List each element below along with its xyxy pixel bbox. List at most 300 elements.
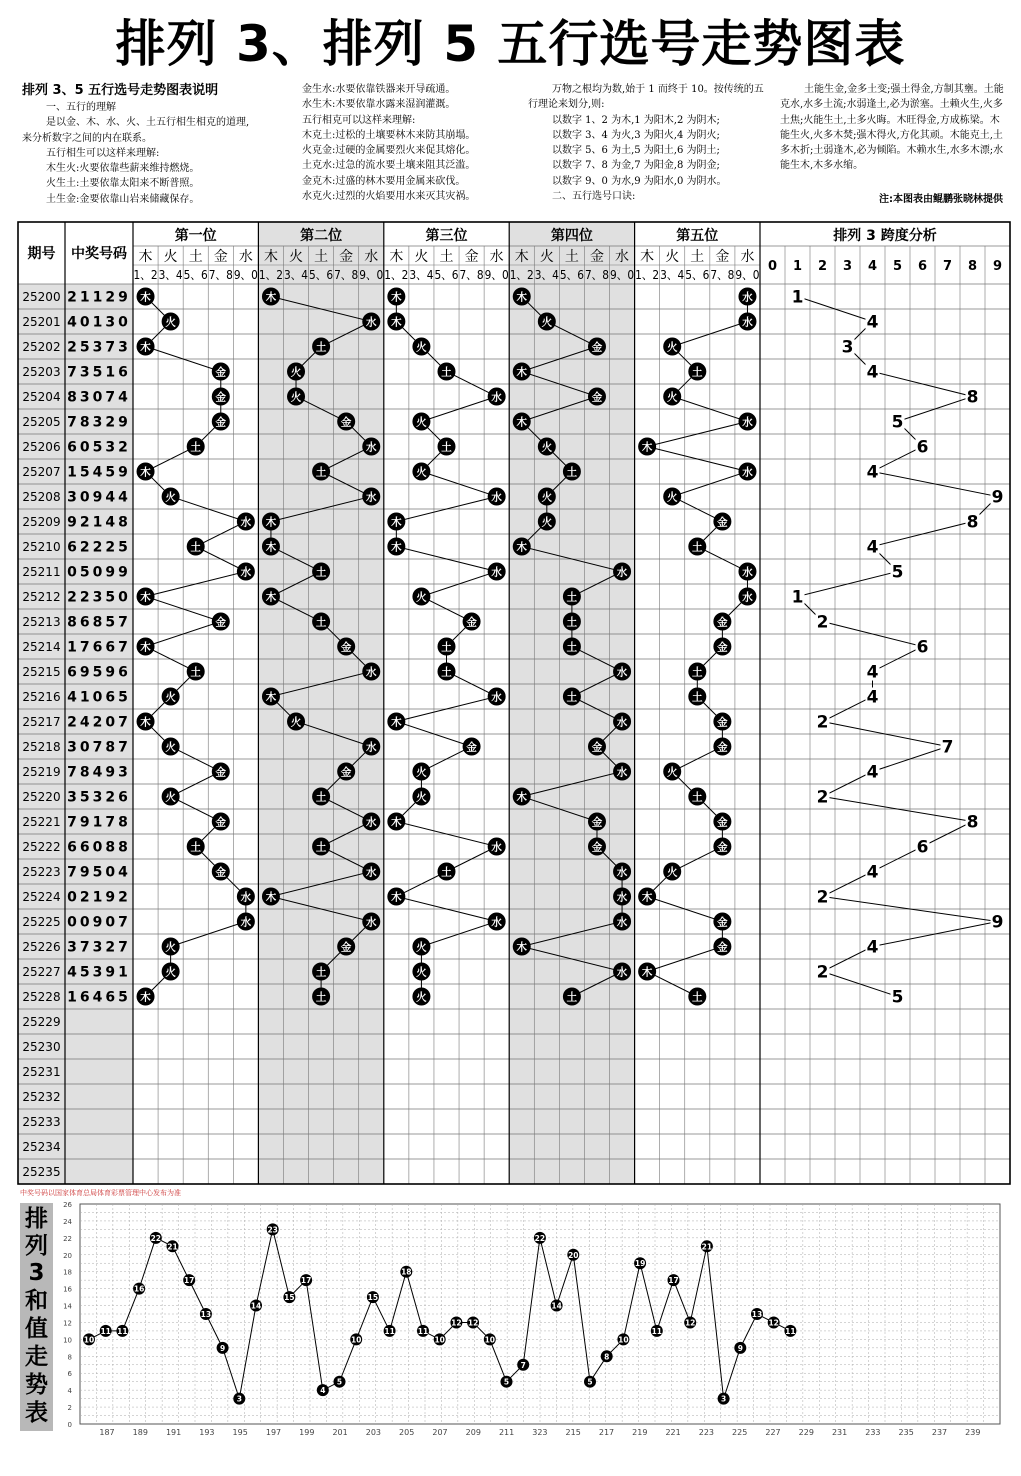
- sum-point-label: 12: [451, 1318, 462, 1328]
- element-ball-label: 金: [591, 741, 603, 754]
- element-ball-label: 金: [340, 641, 352, 654]
- element-ball-label: 土: [315, 966, 327, 979]
- period-id: 25223: [22, 865, 61, 879]
- y-tick-label: 2: [67, 1404, 72, 1413]
- header-digit-group: 3、4: [660, 267, 685, 282]
- header-digit-group: 9、0: [233, 267, 258, 282]
- element-ball-label: 金: [215, 816, 227, 829]
- span-value: 7: [941, 737, 954, 758]
- source-note: 中奖号码以国家体育总局体育彩票管理中心发布为准: [20, 1189, 181, 1197]
- header-digit-group: 7、8: [208, 267, 233, 282]
- y-tick-label: 20: [63, 1251, 72, 1260]
- span-value: 6: [916, 637, 929, 658]
- element-ball-label: 火: [165, 691, 176, 704]
- element-ball-label: 金: [717, 941, 728, 954]
- element-ball-label: 火: [165, 966, 176, 979]
- x-tick-label: 189: [132, 1428, 148, 1437]
- winning-number: 66088: [67, 839, 131, 856]
- intro-line: 以数字 9、0 为水,9 为阳水,0 为阴水。: [552, 175, 727, 187]
- sum-point-label: 12: [768, 1318, 779, 1328]
- y-tick-label: 12: [63, 1319, 72, 1328]
- winning-number: 25373: [67, 339, 131, 356]
- span-value: 4: [866, 662, 879, 683]
- sum-point-label: 20: [568, 1250, 579, 1260]
- period-id: 25225: [22, 915, 61, 929]
- sum-point-label: 21: [701, 1242, 713, 1252]
- intro-line: 金生水:水要依靠铁器来开导疏通。: [302, 84, 456, 95]
- span-value: 8: [966, 512, 979, 533]
- period-id: 25219: [22, 765, 61, 779]
- element-ball-label: 金: [340, 766, 352, 779]
- header-position: 第一位: [174, 228, 217, 244]
- winning-number: 22350: [67, 589, 131, 606]
- x-tick-label: 225: [732, 1428, 748, 1437]
- element-ball-label: 木: [140, 291, 151, 304]
- header-digit-group: 7、8: [584, 267, 610, 282]
- period-id: 25220: [22, 790, 61, 804]
- element-ball-label: 木: [265, 291, 277, 304]
- span-value: 4: [866, 687, 879, 708]
- winning-number: 15459: [67, 464, 131, 481]
- intro-line: 金克木:过盛的林木要用金属来砍伐。: [302, 175, 466, 187]
- element-ball-label: 水: [366, 866, 377, 879]
- period-id: 25221: [22, 815, 61, 829]
- x-tick-label: 191: [165, 1428, 182, 1437]
- element-ball-label: 水: [616, 966, 628, 979]
- x-tick-label: 205: [399, 1428, 415, 1437]
- element-ball-label: 金: [215, 416, 227, 429]
- winning-number: 30787: [67, 739, 131, 756]
- element-ball-label: 火: [290, 366, 302, 379]
- element-ball-label: 金: [717, 816, 728, 829]
- element-ball-label: 木: [391, 891, 402, 904]
- header-span-title: 排列 3 跨度分析: [833, 228, 937, 244]
- y-tick-label: 6: [67, 1370, 72, 1379]
- header-element: 水: [489, 249, 504, 265]
- sum-point-label: 15: [367, 1293, 379, 1303]
- sum-point-label: 8: [604, 1352, 610, 1362]
- header-element: 水: [238, 249, 253, 265]
- winning-number: 24207: [67, 714, 131, 731]
- period-id: 25232: [22, 1090, 61, 1104]
- span-value: 8: [966, 387, 979, 408]
- sum-point-label: 13: [751, 1310, 763, 1319]
- sum-point-label: 10: [618, 1335, 629, 1345]
- intro-line: 五行相生可以这样来理解:: [46, 147, 160, 159]
- period-id: 25209: [22, 515, 61, 529]
- element-ball-label: 水: [240, 566, 252, 579]
- x-tick-label: 197: [265, 1428, 282, 1437]
- span-value: 4: [866, 312, 879, 333]
- sum-point-label: 11: [117, 1326, 128, 1336]
- span-value: 8: [966, 812, 979, 833]
- sum-point-label: 15: [284, 1293, 295, 1303]
- element-ball-label: 金: [717, 916, 728, 929]
- header-digit-group: 5、6: [685, 267, 710, 282]
- element-ball-label: 木: [265, 541, 277, 554]
- header-position: 第三位: [425, 228, 468, 244]
- header-digit-group: 9、0: [484, 267, 509, 282]
- x-tick-label: 203: [365, 1428, 382, 1437]
- header-digit-group: 5、6: [434, 267, 459, 282]
- sidebar-char: 排: [25, 1206, 48, 1232]
- sum-point-label: 23: [267, 1225, 278, 1235]
- period-id: 25235: [22, 1165, 61, 1179]
- element-ball-label: 木: [140, 991, 151, 1004]
- element-ball-label: 火: [541, 491, 553, 504]
- x-tick-label: 223: [698, 1428, 715, 1437]
- element-ball-label: 木: [140, 591, 151, 604]
- element-ball-label: 金: [591, 391, 603, 404]
- element-ball-label: 木: [391, 541, 402, 554]
- element-ball-label: 土: [566, 591, 578, 604]
- span-value: 4: [866, 937, 879, 958]
- sum-point-label: 18: [401, 1267, 412, 1277]
- sum-point-label: 3: [236, 1394, 242, 1404]
- header-span-digit: 5: [892, 259, 903, 274]
- header-element: 土: [439, 249, 454, 265]
- winning-number: 92148: [67, 514, 131, 531]
- sum-point-label: 22: [534, 1233, 546, 1243]
- intro-line: 以数字 7、8 为金,7 为阳金,8 为阴金;: [552, 160, 720, 172]
- element-ball-label: 金: [717, 516, 728, 529]
- element-ball-label: 水: [366, 916, 377, 929]
- span-value: 2: [816, 612, 829, 633]
- header-element: 火: [289, 249, 304, 265]
- intro-line: 土克水:过急的流水要土壤来阻其泛滥。: [302, 160, 476, 172]
- header-digit-group: 9、0: [359, 267, 384, 282]
- y-tick-label: 26: [63, 1201, 72, 1209]
- header-element: 水: [740, 249, 755, 265]
- header-span-digit: 3: [842, 259, 853, 274]
- y-tick-label: 0: [67, 1421, 72, 1429]
- element-ball-label: 土: [441, 641, 452, 654]
- winning-number: 30944: [67, 489, 131, 506]
- element-ball-label: 火: [290, 716, 302, 729]
- element-ball-label: 土: [441, 366, 452, 379]
- header-position: 第四位: [550, 228, 593, 244]
- element-ball-label: 火: [165, 491, 176, 504]
- element-ball-label: 金: [591, 341, 603, 354]
- element-ball-label: 木: [516, 366, 527, 379]
- element-ball-label: 水: [742, 291, 753, 304]
- sum-point-label: 16: [133, 1284, 145, 1294]
- element-ball-label: 水: [616, 666, 628, 679]
- intro-line: 水克火:过烈的火焰要用水来灭其灾祸。: [302, 191, 476, 203]
- intro-line: 火生土:土要依靠太阳来不断普照。: [46, 178, 200, 190]
- sidebar-char: 表: [25, 1400, 48, 1426]
- intro-line: 火克金:过硬的金属要烈火来促其熔化。: [302, 145, 476, 157]
- element-ball-label: 火: [165, 941, 176, 954]
- header-number: 中奖号码: [71, 246, 127, 262]
- header-digit-group: 9、0: [735, 267, 760, 282]
- sum-point-label: 13: [200, 1310, 212, 1319]
- element-ball-label: 木: [391, 291, 402, 304]
- intro-line: 以数字 5、6 为土,5 为阳土,6 为阴土;: [552, 145, 720, 157]
- element-ball-label: 金: [717, 841, 728, 854]
- x-tick-label: 217: [598, 1428, 615, 1437]
- sum-point-label: 12: [684, 1318, 696, 1328]
- element-ball-label: 木: [641, 891, 653, 904]
- header-element: 金: [213, 249, 228, 265]
- element-ball-label: 火: [416, 941, 427, 954]
- element-ball-label: 土: [566, 691, 578, 704]
- span-value: 5: [891, 987, 904, 1008]
- period-id: 25222: [22, 840, 61, 854]
- span-value: 2: [816, 962, 829, 983]
- winning-number: 00907: [67, 914, 131, 931]
- period-id: 25224: [22, 890, 61, 904]
- header-digit-group: 7、8: [334, 267, 359, 282]
- element-ball-label: 金: [215, 766, 227, 779]
- sum-point-label: 17: [300, 1276, 312, 1286]
- header-digit-group: 3、4: [158, 267, 183, 282]
- element-ball-label: 土: [190, 541, 201, 554]
- element-ball-label: 水: [240, 916, 252, 929]
- element-ball-label: 水: [366, 491, 377, 504]
- element-ball-label: 土: [441, 441, 452, 454]
- element-ball-label: 金: [717, 716, 728, 729]
- element-ball-label: 土: [692, 991, 703, 1004]
- element-ball-label: 火: [416, 591, 427, 604]
- element-ball-label: 土: [315, 341, 327, 354]
- element-ball-label: 土: [566, 991, 578, 1004]
- x-tick-label: 193: [199, 1428, 215, 1437]
- header-digit-group: 1、2: [133, 267, 158, 282]
- sum-point-label: 11: [417, 1326, 429, 1336]
- element-ball-label: 火: [666, 391, 678, 404]
- span-value: 2: [816, 787, 829, 808]
- element-ball-label: 金: [340, 941, 352, 954]
- span-value: 5: [891, 412, 904, 433]
- span-value: 6: [916, 437, 929, 458]
- element-ball-label: 火: [416, 791, 427, 804]
- header-digit-group: 1、2: [258, 267, 283, 282]
- header-digit-group: 5、6: [309, 267, 334, 282]
- element-ball-label: 水: [491, 916, 502, 929]
- sum-point-label: 12: [467, 1318, 479, 1328]
- winning-number: 86857: [67, 614, 131, 631]
- header-element: 金: [715, 249, 730, 265]
- element-ball-label: 木: [516, 541, 527, 554]
- intro-line: 木生火:火要依靠些薪来维持燃烧。: [46, 163, 200, 175]
- span-value: 2: [816, 712, 829, 733]
- span-value: 4: [866, 362, 879, 383]
- header-element: 火: [539, 249, 554, 265]
- period-id: 25234: [22, 1140, 61, 1154]
- header-element: 金: [589, 249, 604, 265]
- period-id: 25233: [22, 1115, 61, 1129]
- element-ball-label: 木: [265, 691, 277, 704]
- element-ball-label: 金: [591, 816, 603, 829]
- period-id: 25231: [22, 1065, 61, 1079]
- element-ball-label: 水: [742, 416, 753, 429]
- intro-line: 以数字 3、4 为火,3 为阳火,4 为阴火;: [552, 129, 720, 141]
- element-ball-label: 木: [516, 291, 527, 304]
- y-tick-label: 14: [63, 1302, 72, 1311]
- header-span-digit: 6: [917, 259, 928, 274]
- winning-number: 17667: [67, 639, 131, 656]
- span-value: 4: [866, 762, 879, 783]
- element-ball-label: 水: [366, 441, 377, 454]
- period-id: 25200: [22, 290, 61, 304]
- winning-number: 78329: [67, 414, 131, 431]
- element-ball-label: 火: [666, 866, 678, 879]
- span-value: 1: [791, 287, 804, 308]
- element-ball-label: 火: [666, 766, 678, 779]
- element-ball-label: 火: [165, 791, 176, 804]
- intro-line: 土能生金,金多土变;强土得金,方制其壅。土能克水,水多土流;水弱逢土,必为淤塞。土赖火生,火多土焦;火能生土,土多火晦。木旺得金,方成栋梁。木能生火,火多木焚;强木得火,方化其顽。木能克土,土多木折;土弱逢木,必为倾陷。木赖水生,水多木漂;水能生木,木多水缩。: [780, 84, 1004, 172]
- header-element: 金: [339, 249, 354, 265]
- winning-number: 60532: [67, 439, 131, 456]
- element-ball-label: 金: [215, 366, 227, 379]
- x-tick-label: 195: [232, 1428, 248, 1437]
- span-value: 1: [791, 587, 804, 608]
- header-span-digit: 7: [942, 259, 953, 274]
- sum-point-label: 5: [587, 1377, 593, 1387]
- winning-number: 02192: [67, 889, 131, 906]
- y-tick-label: 18: [63, 1268, 72, 1277]
- element-ball-label: 火: [416, 766, 427, 779]
- sum-point-label: 14: [250, 1301, 262, 1311]
- intro-line: 水生木:木要依靠水露来湿润灌溉。: [302, 99, 456, 111]
- header-element: 土: [188, 249, 203, 265]
- period-id: 25214: [22, 640, 61, 654]
- x-tick-label: 229: [798, 1428, 814, 1437]
- page-title: 排列 3、排列 5 五行选号走势图表: [115, 15, 906, 73]
- y-tick-label: 10: [63, 1336, 72, 1345]
- sum-point-label: 9: [219, 1343, 226, 1353]
- element-ball-label: 水: [366, 666, 377, 679]
- sum-point-label: 11: [651, 1326, 663, 1336]
- x-tick-label: 231: [831, 1428, 848, 1437]
- element-ball-label: 土: [315, 616, 327, 629]
- span-value: 4: [866, 537, 879, 558]
- sum-point-label: 22: [150, 1233, 162, 1243]
- intro-line: 土生金:金要依靠山岩来储藏保存。: [46, 193, 200, 205]
- element-ball-label: 木: [516, 791, 527, 804]
- element-ball-label: 木: [140, 466, 151, 479]
- y-tick-label: 16: [63, 1285, 72, 1294]
- element-ball-label: 火: [416, 466, 427, 479]
- x-tick-label: 227: [765, 1428, 781, 1437]
- sum-point-label: 14: [551, 1301, 562, 1311]
- element-ball-label: 土: [441, 866, 452, 879]
- sum-point-label: 11: [785, 1326, 796, 1336]
- header-span-digit: 2: [817, 259, 828, 274]
- x-tick-label: 199: [299, 1428, 315, 1437]
- period-id: 25210: [22, 540, 61, 554]
- element-ball-label: 水: [742, 466, 753, 479]
- header-digit-group: 1、2: [635, 267, 660, 282]
- element-ball-label: 金: [215, 616, 227, 629]
- sum-point-label: 17: [183, 1276, 195, 1286]
- header-position: 第二位: [300, 228, 343, 244]
- element-ball-label: 火: [666, 491, 678, 504]
- winning-number: 05099: [67, 564, 131, 581]
- element-ball-label: 火: [541, 316, 553, 329]
- header-span-digit: 1: [792, 259, 803, 274]
- element-ball-label: 土: [692, 791, 703, 804]
- span-value: 3: [841, 337, 854, 358]
- winning-number: 69596: [67, 664, 131, 681]
- header-element: 木: [640, 249, 655, 265]
- x-tick-label: 207: [432, 1428, 448, 1437]
- header-position: 第五位: [676, 228, 719, 244]
- header-digit-group: 3、4: [534, 267, 559, 282]
- element-ball-label: 木: [391, 816, 402, 829]
- element-ball-label: 土: [315, 566, 327, 579]
- element-ball-label: 土: [315, 466, 327, 479]
- span-value: 9: [991, 487, 1004, 508]
- header-element: 木: [138, 249, 153, 265]
- header-digit-group: 3、4: [409, 267, 434, 282]
- sum-point-label: 10: [484, 1335, 496, 1345]
- period-id: 25218: [22, 740, 61, 754]
- element-ball-label: 木: [391, 316, 402, 329]
- element-ball-label: 火: [416, 966, 427, 979]
- element-ball-label: 火: [290, 391, 302, 404]
- element-ball-label: 火: [541, 516, 553, 529]
- period-id: 25203: [22, 365, 61, 379]
- x-tick-label: 219: [632, 1428, 648, 1437]
- period-id: 25229: [22, 1015, 61, 1029]
- period-id: 25217: [22, 715, 61, 729]
- period-id: 25226: [22, 940, 61, 954]
- period-id: 25216: [22, 690, 61, 704]
- element-ball-label: 水: [742, 591, 753, 604]
- period-id: 25208: [22, 490, 61, 504]
- element-ball-label: 土: [566, 616, 578, 629]
- x-tick-label: 235: [898, 1428, 914, 1437]
- winning-number: 79504: [67, 864, 131, 881]
- element-ball-label: 土: [692, 666, 703, 679]
- element-ball-label: 金: [215, 391, 227, 404]
- period-id: 25211: [22, 565, 61, 579]
- element-ball-label: 水: [616, 916, 628, 929]
- header-element: 金: [464, 249, 479, 265]
- element-ball-label: 水: [491, 691, 502, 704]
- header-element: 火: [163, 249, 178, 265]
- element-ball-label: 火: [541, 441, 553, 454]
- intro-line: 以数字 1、2 为木,1 为阳木,2 为阴木;: [552, 114, 720, 126]
- sidebar-char: 值: [25, 1316, 48, 1342]
- element-ball-label: 金: [340, 416, 352, 429]
- sum-point-label: 4: [320, 1386, 326, 1396]
- sum-point-label: 5: [336, 1377, 343, 1387]
- period-id: 25227: [22, 965, 61, 979]
- intro-line: 木克土:过松的土壤要林木来防其崩塌。: [302, 129, 476, 141]
- header-digit-group: 9、0: [610, 267, 635, 282]
- element-ball-label: 土: [315, 841, 327, 854]
- credit-note: 注:本图表由鲲鹏张晓林提供: [879, 194, 1003, 205]
- element-ball-label: 水: [491, 566, 502, 579]
- element-ball-label: 金: [215, 866, 227, 879]
- element-ball-label: 水: [240, 891, 252, 904]
- header-element: 火: [665, 249, 680, 265]
- header-element: 木: [263, 249, 278, 265]
- period-id: 25207: [22, 465, 61, 479]
- intro-line: 一、五行的理解: [46, 102, 116, 113]
- header-digit-group: 5、6: [183, 267, 208, 282]
- winning-number: 83074: [67, 389, 131, 406]
- element-ball-label: 水: [491, 391, 502, 404]
- header-digit-group: 1、2: [509, 267, 534, 282]
- element-ball-label: 水: [240, 516, 252, 529]
- element-ball-label: 木: [140, 716, 151, 729]
- header-span-digit: 8: [967, 259, 978, 274]
- element-ball-label: 水: [616, 716, 628, 729]
